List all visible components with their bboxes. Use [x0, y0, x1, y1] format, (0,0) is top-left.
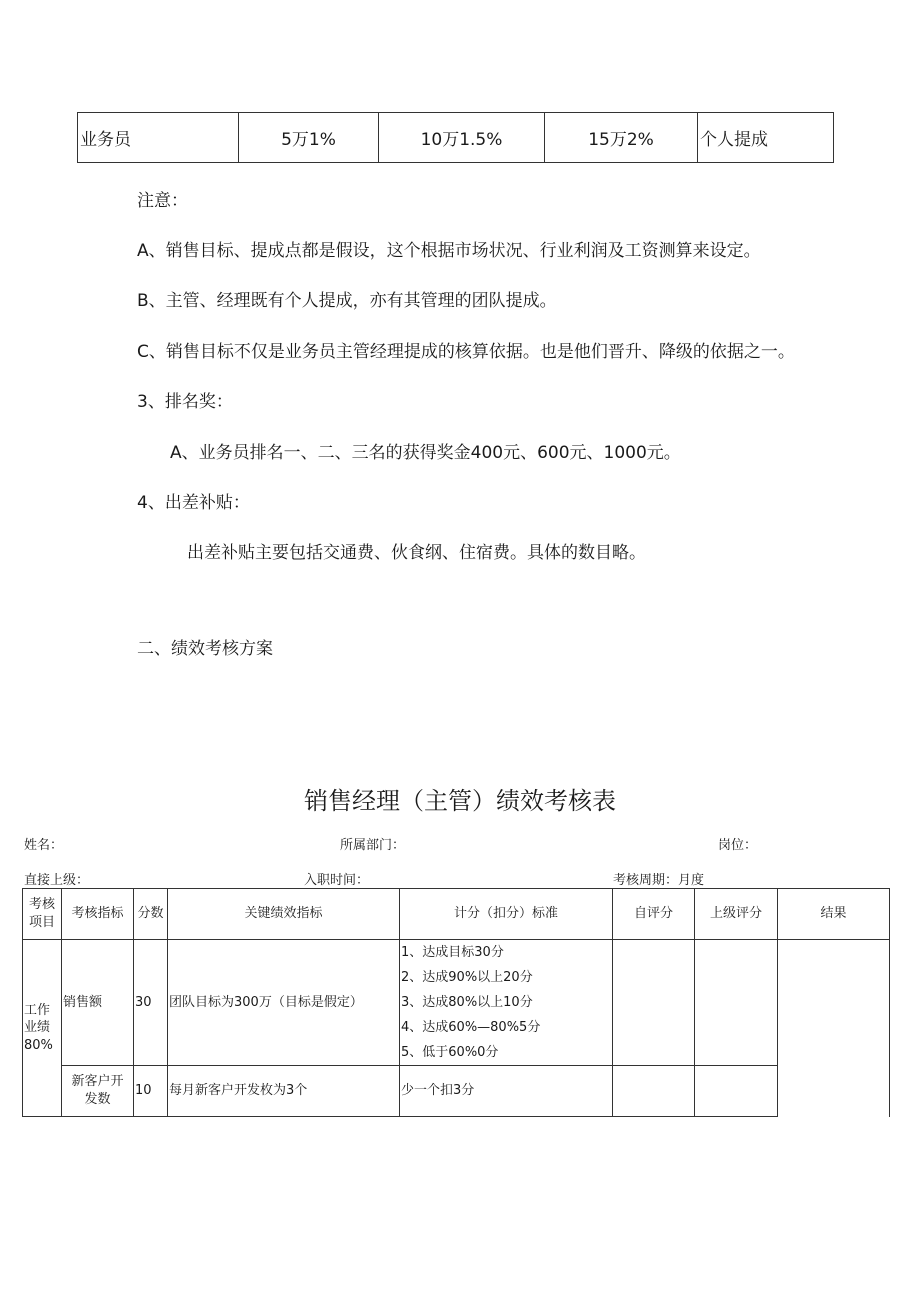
criteria-line: 2、达成90%以上20分: [401, 970, 533, 985]
commission-role-cell: 业务员: [78, 113, 239, 163]
form-title: 销售经理（主管）绩效考核表: [304, 787, 616, 815]
note-c: C、销售目标不仅是业务员主管经理提成的核算依据。也是他们晋升、降级的依据之一。: [137, 342, 795, 362]
criteria-cell: [400, 940, 613, 1066]
kpi-cell: 团队目标为300万（目标是假定）: [168, 940, 400, 1066]
table-row: [23, 1066, 890, 1117]
table-row: [78, 113, 834, 163]
performance-table: [22, 888, 890, 1117]
section-two-heading: 二、绩效考核方案: [137, 639, 273, 659]
header-indicator: 考核指标: [62, 889, 134, 940]
period-label: 考核周期：月度: [613, 873, 705, 888]
header-item: [23, 889, 62, 940]
indicator-cell: 销售额: [62, 940, 134, 1066]
note-b: B、主管、经理既有个人提成，亦有其管理的团队提成。: [137, 291, 557, 311]
table-header-row: [23, 889, 890, 940]
header-result: 结果: [778, 889, 890, 940]
join-label: 入职时间：: [304, 873, 370, 888]
criteria-line: 4、达成60%—80%5分: [401, 1020, 541, 1035]
name-label: 姓名：: [24, 838, 64, 853]
result-cell[interactable]: [778, 940, 890, 1117]
notes-heading: 注意：: [137, 191, 188, 211]
header-criteria: 计分（扣分）标准: [400, 889, 613, 940]
header-item-line1: 考核: [28, 897, 55, 913]
note-a: A、销售目标、提成点都是假设，这个根据市场状况、行业利润及工资测算来设定。: [137, 241, 761, 261]
travel-body: 出差补贴主要包括交通费、伙食纲、住宿费。具体的数目略。: [187, 543, 646, 563]
commission-type-cell: 个人提成: [698, 113, 834, 163]
header-self-score: 自评分: [613, 889, 695, 940]
dept-label: 所属部门：: [340, 838, 406, 853]
criteria-line: 1、达成目标30分: [401, 945, 504, 960]
category-line1: 工作: [24, 1002, 51, 1018]
indicator-cell: [62, 1066, 134, 1117]
category-cell: [23, 940, 62, 1117]
commission-tier2-cell: 10万1.5%: [379, 113, 545, 163]
indicator-line1: 新客户开: [71, 1074, 124, 1090]
criteria-cell: 少一个扣3分: [400, 1066, 613, 1117]
header-score: 分数: [134, 889, 168, 940]
kpi-cell: 每月新客户开发枚为3个: [168, 1066, 400, 1117]
score-cell: 30: [134, 940, 168, 1066]
commission-tier1-cell: 5万1%: [239, 113, 379, 163]
commission-tier3-cell: 15万2%: [545, 113, 698, 163]
ranking-a: A、业务员排名一、二、三名的获得奖金400元、600元、1000元。: [170, 443, 681, 463]
superior-label: 直接上级：: [24, 873, 90, 888]
commission-table: [77, 112, 834, 163]
superior-score-cell[interactable]: [695, 1066, 778, 1117]
self-score-cell[interactable]: [613, 1066, 695, 1117]
header-kpi: 关键绩效指标: [168, 889, 400, 940]
superior-score-cell[interactable]: [695, 940, 778, 1066]
header-superior-score: 上级评分: [695, 889, 778, 940]
criteria-line: 3、达成80%以上10分: [401, 995, 533, 1010]
category-line3: 80%: [24, 1037, 53, 1053]
indicator-line2: 发数: [84, 1092, 111, 1107]
table-row: [23, 940, 890, 1066]
ranking-heading: 3、排名奖：: [137, 392, 233, 412]
category-line2: 业绩: [24, 1020, 51, 1036]
self-score-cell[interactable]: [613, 940, 695, 1066]
criteria-line: 5、低于60%0分: [401, 1045, 499, 1060]
travel-heading: 4、出差补贴：: [137, 493, 250, 513]
header-item-line2: 项目: [28, 915, 55, 930]
score-cell: 10: [134, 1066, 168, 1117]
post-label: 岗位：: [718, 838, 758, 853]
